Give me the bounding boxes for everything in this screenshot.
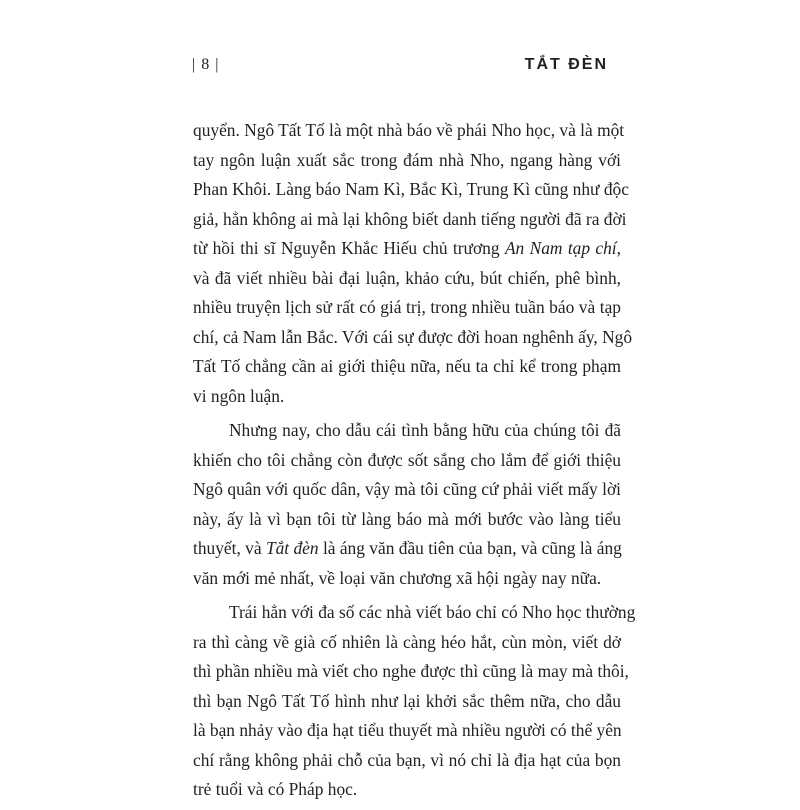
paragraph-2 — [193, 416, 621, 593]
text-line: trẻ tuổi và có Pháp học. — [193, 779, 358, 799]
text-line: Phan Khôi. Làng báo Nam Kì, Bắc Kì, Trung Kì cũng như độc — [193, 179, 629, 199]
text-line — [193, 234, 621, 264]
text-segment: , — [616, 238, 621, 258]
text-line: chí, cả Nam lẫn Bắc. Với cái sự được đời hoan nghênh ấy, Ngô — [193, 326, 633, 347]
text-line: tay ngôn luận xuất sắc trong đám nhà Nho, ngang hàng với — [193, 149, 621, 170]
text-line: giả, hẳn không ai mà lại không biết danh tiếng người đã ra đời — [193, 208, 627, 229]
text-segment: từ hồi thi sĩ Nguyễn Khắc Hiếu chủ trương — [193, 238, 505, 258]
text-segment: Trái hẳn với đa số các nhà viết báo chỉ có Nho học thường — [229, 602, 636, 622]
text-line: và đã viết nhiều bài đại luận, khảo cứu, bút chiến, phê bình, — [193, 267, 621, 288]
text-line — [193, 416, 621, 446]
text-line: quyển. Ngô Tất Tố là một nhà báo về phái Nho học, và là một — [193, 120, 625, 140]
text-line: thì bạn Ngô Tất Tố hình như lại khởi sắc thêm nữa, cho dẫu — [193, 690, 621, 711]
paragraph-1 — [193, 116, 633, 411]
text-line: nhiều truyện lịch sử rất có giá trị, trong nhiều tuần báo và tạp — [193, 297, 621, 317]
text-line: khiến cho tôi chẳng còn được sốt sắng cho lắm để giới thiệu — [193, 449, 621, 470]
text-segment: thuyết, và — [193, 538, 266, 558]
text-line: chí rằng không phải chỗ của bạn, vì nó chỉ là địa hạt của bọn — [193, 749, 621, 770]
text-line: văn mới mẻ nhất, về loại văn chương xã hội ngày nay nữa. — [193, 567, 602, 588]
text-line: ra thì càng về già cố nhiên là càng héo hắt, cùn mòn, viết dở — [193, 631, 621, 652]
page-number: | 8 | — [192, 56, 220, 73]
text-line — [193, 598, 636, 628]
book-title-italic: Tắt đèn — [265, 538, 319, 558]
text-line: thì phần nhiều mà viết cho nghe được thì cũng là may mà thôi, — [193, 661, 629, 681]
body-text — [193, 116, 636, 810]
publication-title-italic: An Nam tạp chí — [504, 238, 617, 258]
paragraph-3 — [193, 598, 636, 805]
text-line: vi ngôn luận. — [193, 385, 285, 406]
text-segment: Nhưng nay, cho dẫu cái tình bằng hữu của chúng tôi đã — [229, 420, 621, 440]
text-line — [193, 534, 621, 564]
text-line: Tất Tố chẳng cần ai giới thiệu nữa, nếu ta chỉ kể trong phạm — [193, 356, 621, 376]
text-line: là bạn nhảy vào địa hạt tiểu thuyết mà nhiều người có thể yên — [193, 720, 622, 740]
running-title: TẮT ĐÈN — [524, 56, 608, 73]
text-line: này, ấy là vì bạn tôi từ làng báo mà mới bước vào làng tiểu — [193, 508, 621, 529]
text-line: Ngô quân với quốc dân, vậy mà tôi cũng cứ phải viết mấy lời — [193, 479, 621, 499]
text-segment: là áng văn đầu tiên của bạn, và cũng là áng — [318, 538, 622, 558]
